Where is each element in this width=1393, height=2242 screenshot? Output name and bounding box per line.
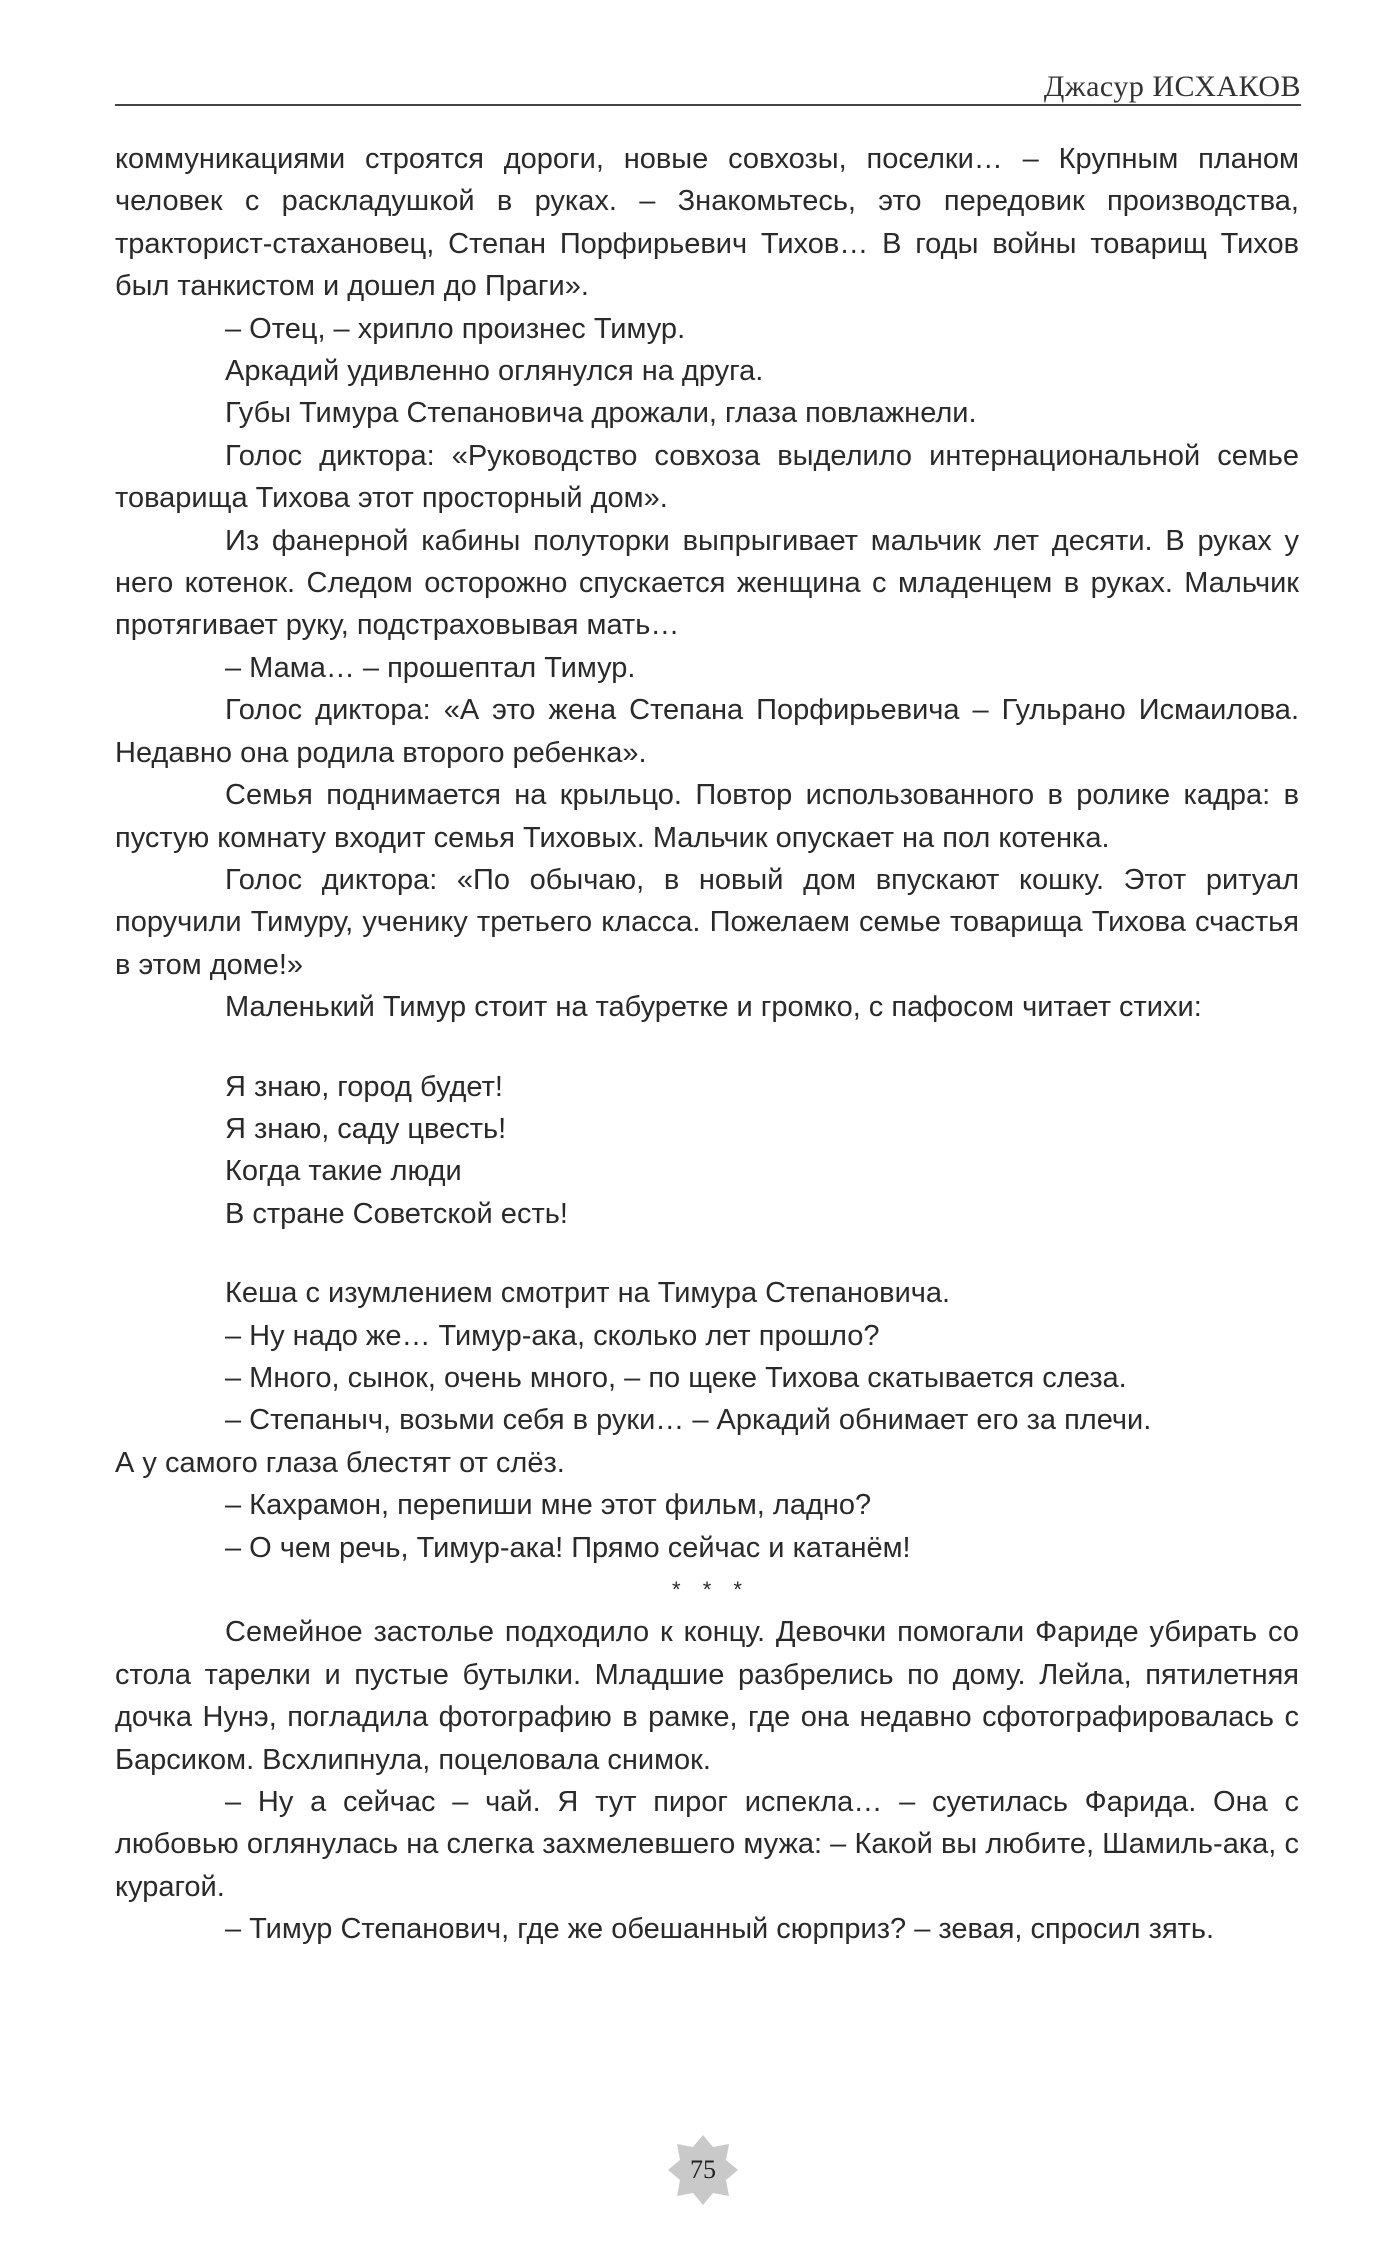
poem-line: Я знаю, город будет!: [225, 1070, 503, 1103]
page-number-badge: [666, 2133, 740, 2207]
paragraph: Семья поднимается на крыльцо. Повтор использованного в ролике кадра: в пустую комнату входит семья Тиховых. Мальчик опускает на пол котенка.: [115, 779, 1299, 854]
paragraph: Губы Тимура Степановича дрожали, глаза повлажнели.: [225, 397, 977, 430]
paragraph: – Много, сынок, очень много, – по щеке Тихова скатывается слеза.: [225, 1361, 1127, 1394]
running-header-author: Джасур ИСХАКОВ: [1043, 70, 1301, 103]
paragraph: – Ну надо же… Тимур-ака, сколько лет прошло?: [225, 1319, 880, 1352]
paragraph: – Ну а сейчас – чай. Я тут пирог испекла… – суетилась Фарида. Она с любовью оглянулась на слегка захмелевшего мужа: – Какой вы любите, Шамиль-ака, с курагой.: [115, 1786, 1299, 1903]
paragraph: – Степаныч, возьми себя в руки… – Аркадий обнимает его за плечи.: [225, 1404, 1152, 1437]
section-separator: * * *: [672, 1577, 750, 1602]
poem-line: В стране Советской есть!: [225, 1197, 568, 1230]
paragraph: Голос диктора: «А это жена Степана Порфирьевича – Гульрано Исмаилова. Недавно она родила второго ребенка».: [115, 694, 1299, 769]
poem-line: Я знаю, саду цвесть!: [225, 1112, 507, 1145]
header-divider: [115, 104, 1301, 106]
paragraph: – О чем речь, Тимур-ака! Прямо сейчас и катанём!: [225, 1531, 911, 1564]
paragraph: Кеша с изумлением смотрит на Тимура Степановича.: [225, 1277, 951, 1310]
poem-line: Когда такие люди: [225, 1155, 462, 1188]
paragraph: Из фанерной кабины полуторки выпрыгивает мальчик лет десяти. В руках у него котенок. Следом осторожно спускается женщина с младенцем в руках. Мальчик протягивает руку, подстраховывая мать…: [115, 524, 1299, 642]
paragraph: – Отец, – хрипло произнес Тимур.: [225, 312, 686, 345]
page-number: 75: [690, 2155, 716, 2184]
paragraph: – Тимур Степанович, где же обешанный сюрприз? – зевая, спросил зять.: [225, 1913, 1215, 1946]
paragraph: Аркадий удивленно оглянулся на друга.: [225, 355, 764, 388]
page-body: [115, 138, 1299, 1951]
paragraph: коммуникациями строятся дороги, новые совхозы, поселки… – Крупным планом человек с раскладушкой в руках. – Знакомьтесь, это передовик производства, тракторист-стахановец, Степан Порфирьевич Тихов… В годы войны товарищ Тихов был танкистом и дошел до Праги».: [115, 143, 1299, 303]
paragraph: Семейное застолье подходило к концу. Девочки помогали Фариде убирать со стола тарелки и пустые бутылки. Младшие разбрелись по дому. Лейла, пятилетняя дочка Нунэ, погладила фотографию в рамке, где она недавно сфотографировалась с Барсиком. Всхлипнула, поцеловала снимок.: [115, 1616, 1299, 1776]
paragraph: – Кахрамон, перепиши мне этот фильм, ладно?: [225, 1489, 872, 1522]
paragraph: А у самого глаза блестят от слёз.: [115, 1446, 565, 1479]
poem-stanza: [225, 1066, 1299, 1236]
paragraph: Голос диктора: «По обычаю, в новый дом впускают кошку. Этот ритуал поручили Тимуру, ученику третьего класса. Пожелаем семье товарища Тихова счастья в этом доме!»: [115, 863, 1299, 981]
paragraph: – Мама… – прошептал Тимур.: [225, 651, 636, 684]
paragraph: Голос диктора: «Руководство совхоза выделило интернациональной семье товарища Тихова этот просторный дом».: [115, 439, 1299, 515]
paragraph: Маленький Тимур стоит на табуретке и громко, с пафосом читает стихи:: [225, 991, 1202, 1024]
